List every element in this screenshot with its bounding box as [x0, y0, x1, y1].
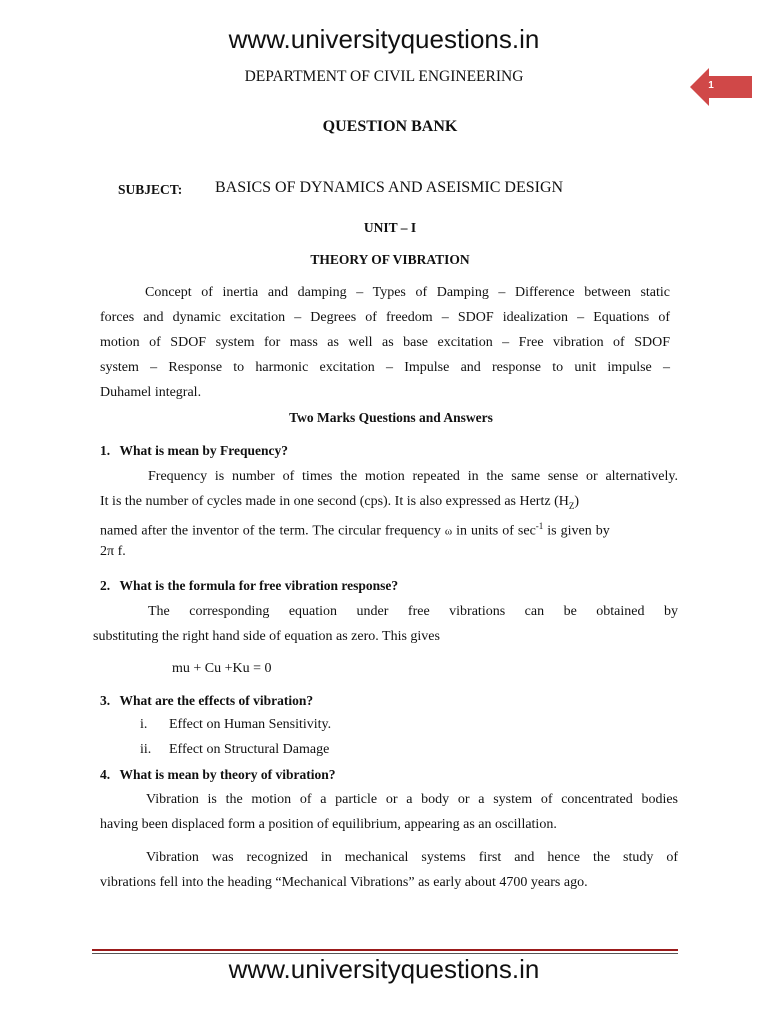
list-text: Effect on Human Sensitivity. — [169, 717, 332, 732]
question-text: What is mean by theory of vibration? — [119, 767, 336, 782]
page-number: 1 — [708, 80, 714, 91]
unit-heading: UNIT – I — [363, 220, 417, 235]
list-marker: i. — [140, 717, 148, 732]
question-number: 1. — [100, 443, 111, 458]
question-1 — [100, 443, 288, 459]
subject-value: BASICS OF DYNAMICS AND ASEISMIC DESIGN — [215, 179, 564, 196]
question-number: 3. — [100, 693, 111, 708]
syllabus-paragraph — [100, 280, 670, 405]
free-vibration-equation: mu + Cu +Ku = 0 — [172, 661, 272, 676]
answer-line: Vibration is the motion of a particle or a body or a system of concentrated bodies — [146, 792, 678, 807]
question-number: 4. — [100, 767, 111, 782]
header-website: www.universityquestions.in — [228, 24, 540, 54]
list-item — [140, 742, 540, 758]
question-3 — [100, 693, 313, 709]
answer-line: vibrations fell into the heading “Mechanical Vibrations” as early about 4700 years ago. — [100, 875, 588, 890]
answer-1 — [100, 464, 678, 564]
syllabus-line: Duhamel integral. — [100, 385, 202, 400]
answer-line: Frequency is number of times the motion repeated in the same sense or alternatively. — [148, 469, 678, 484]
subject-label: SUBJECT: — [118, 182, 183, 197]
footer-website: www.universityquestions.in — [228, 954, 540, 984]
syllabus-line: Concept of inertia and damping – Types of Damping – Difference between static — [145, 285, 670, 300]
answer-4-paragraph-2 — [100, 845, 678, 895]
answer-line: substituting the right hand side of equation as zero. This gives — [93, 629, 440, 644]
section-title: Two Marks Questions and Answers — [289, 410, 493, 425]
list-item — [140, 717, 540, 733]
answer-line: Vibration was recognized in mechanical systems first and hence the study of — [146, 850, 678, 865]
list-text: Effect on Structural Damage — [169, 742, 330, 757]
unit-title: THEORY OF VIBRATION — [310, 252, 470, 267]
document-title: QUESTION BANK — [322, 118, 458, 135]
list-marker: ii. — [140, 742, 152, 757]
answer-line: The corresponding equation under free vibrations can be obtained by — [148, 604, 678, 619]
answer-line: having been displaced form a position of equilibrium, appearing as an oscillation. — [100, 817, 557, 832]
answer-2 — [93, 599, 678, 649]
question-2 — [100, 578, 398, 594]
question-text: What is mean by Frequency? — [119, 443, 289, 458]
question-text: What is the formula for free vibration response? — [119, 578, 399, 593]
answer-4-paragraph-1 — [100, 787, 678, 837]
answer-line: 2π f. — [100, 544, 126, 559]
answer-line: It is the number of cycles made in one second (cps). It is also expressed as Hertz $(H_Z)$ — [100, 494, 580, 511]
answer-line: named after the inventor of the term. The circular frequency ω in units of $\sec^{-1}$ is given by — [100, 521, 610, 539]
question-text: What are the effects of vibration? — [119, 693, 314, 708]
question-number: 2. — [100, 578, 111, 593]
department-heading: DEPARTMENT OF CIVIL ENGINEERING — [244, 68, 524, 85]
syllabus-line: forces and dynamic excitation – Degrees of freedom – SDOF idealization – Equations of — [100, 310, 670, 325]
syllabus-line: system – Response to harmonic excitation – Impulse and response to unit impulse – — [100, 360, 670, 375]
syllabus-line: motion of SDOF system for mass as well as base excitation – Free vibration of SDOF — [100, 335, 670, 350]
question-4 — [100, 767, 336, 783]
footer-divider — [92, 949, 678, 951]
